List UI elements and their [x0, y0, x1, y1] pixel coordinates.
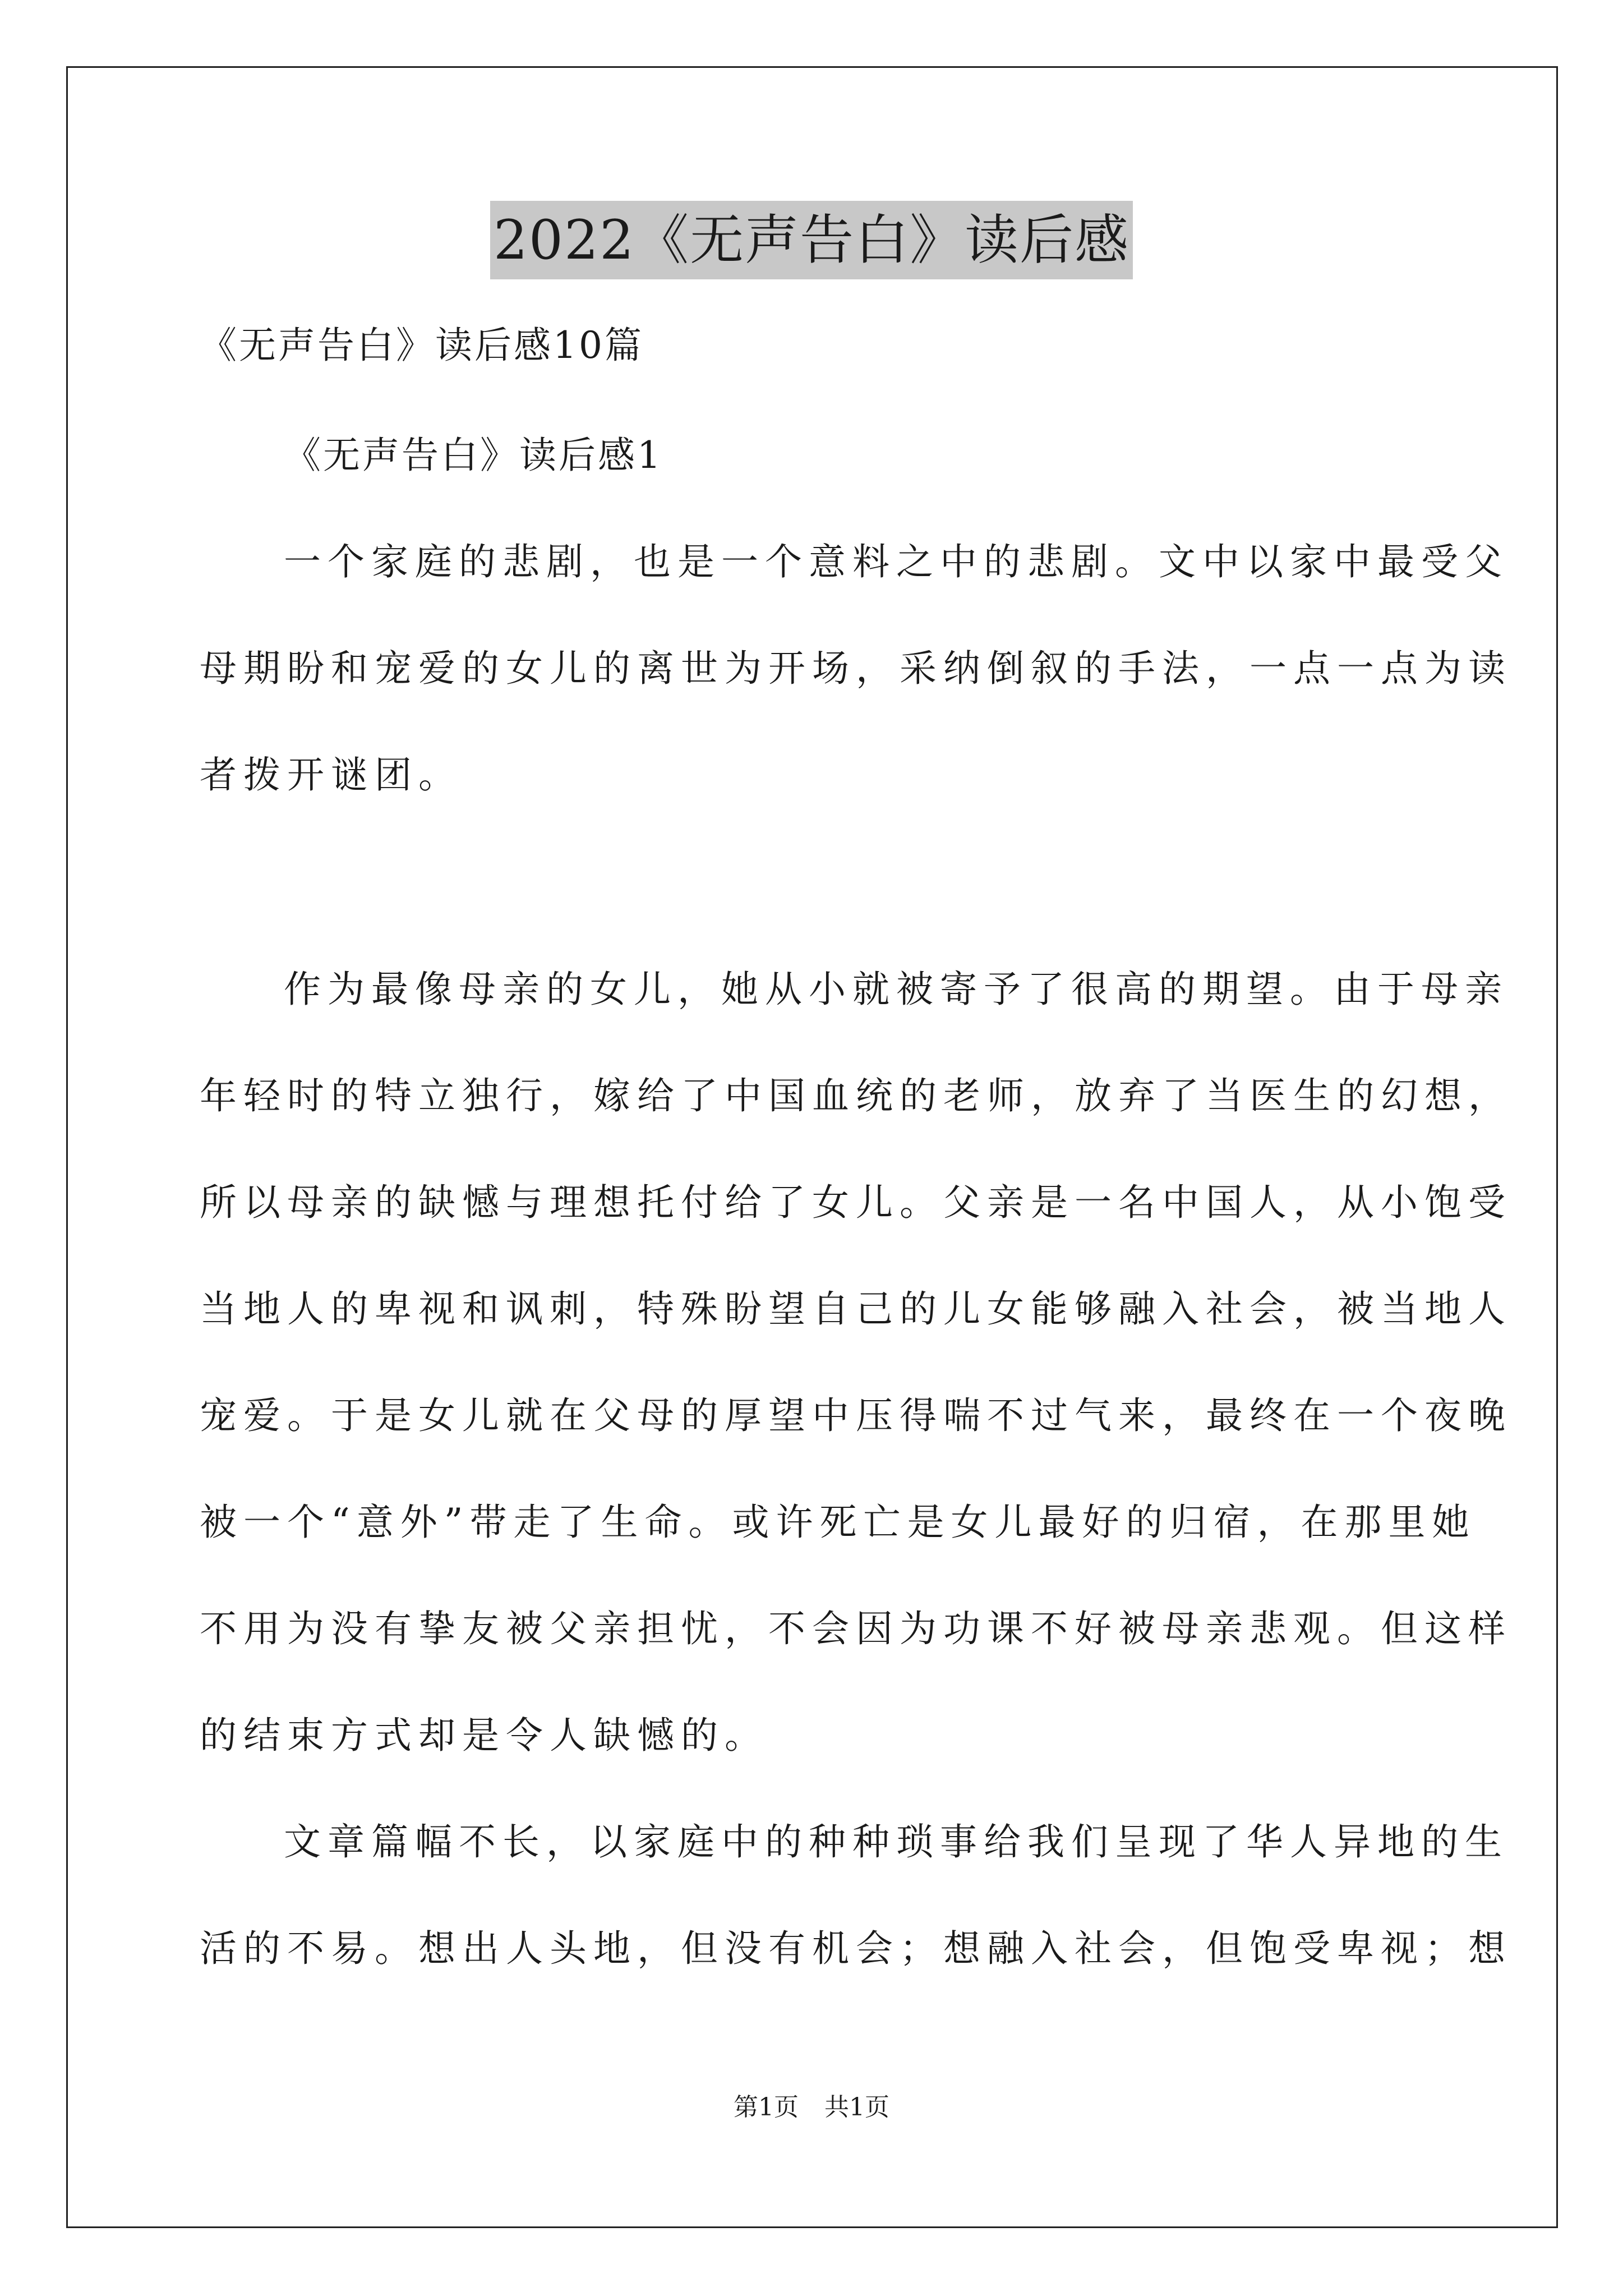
paragraph-2: [200, 961, 1512, 1764]
paragraph-line: 活的不易。想出人头地，但没有机会；想融入社会，但饱受卑视；想: [200, 1927, 1512, 1970]
page-footer: [0, 2091, 1623, 2124]
paragraph-line: 母期盼和宠爱的女儿的离世为开场，采纳倒叙的手法，一点一点为读: [200, 647, 1512, 690]
paragraph-line: 不用为没有挚友被父亲担忧，不会因为功课不好被母亲悲观。但这样: [200, 1607, 1512, 1650]
paragraph-line: 文章篇幅不长，以家庭中的种种琐事给我们呈现了华人异地的生: [284, 1820, 1509, 1864]
paragraph-line: 者拨开谜团。: [200, 753, 462, 797]
paragraph-line: 当地人的卑视和讽刺，特殊盼望自己的儿女能够融入社会，被当地人: [200, 1287, 1512, 1331]
paragraph-1: [200, 534, 1512, 803]
paragraph-line: 年轻时的特立独行，嫁给了中国血统的老师，放弃了当医生的幻想，: [200, 1074, 1512, 1117]
paragraph-line: 作为最像母亲的女儿，她从小就被寄予了很高的期望。由于母亲: [284, 968, 1509, 1011]
paragraph-line: 宠爱。于是女儿就在父母的厚望中压得喘不过气来，最终在一个夜晚: [200, 1394, 1512, 1437]
page-number-current: 第1页: [734, 2093, 799, 2122]
page-number-total: 共1页: [824, 2093, 889, 2122]
document-body: [200, 301, 1512, 1977]
section-heading: 《无声告白》读后感1: [284, 434, 663, 477]
paragraph-line: 所以母亲的缺憾与理想托付给了女儿。父亲是一名中国人，从小饱受: [200, 1181, 1512, 1224]
paragraph-3: [200, 1814, 1512, 1977]
document-subtitle: 《无声告白》读后感10篇: [200, 324, 644, 367]
paragraph-line: 的结束方式却是令人缺憾的。: [200, 1714, 768, 1757]
paragraph-line: 被一个“意外”带走了生命。或许死亡是女儿最好的归宿，在那里她: [200, 1501, 1476, 1544]
title-container: [0, 201, 1623, 279]
paragraph-line: 一个家庭的悲剧，也是一个意料之中的悲剧。文中以家中最受父: [284, 540, 1509, 583]
document-title: 2022《无声告白》读后感: [490, 201, 1133, 279]
